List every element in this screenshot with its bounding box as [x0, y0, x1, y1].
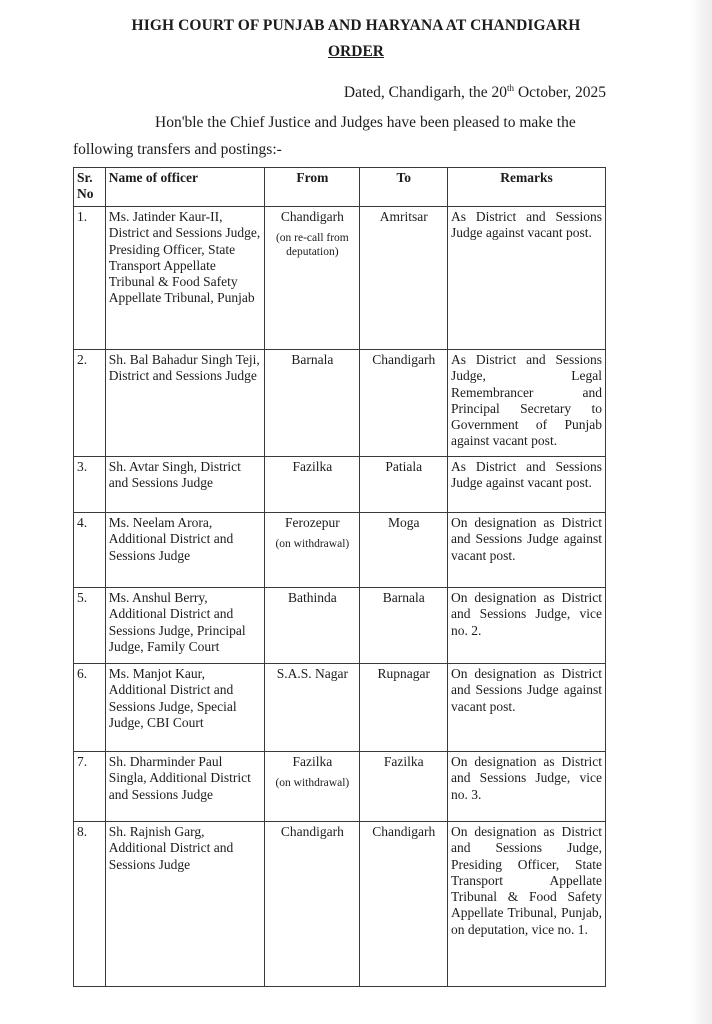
from-place: Barnala — [291, 352, 334, 367]
from-note: (on withdrawal) — [275, 777, 350, 790]
cell-sr: 1. — [74, 207, 106, 350]
col-header-sr: Sr. No — [74, 168, 106, 207]
cell-from — [265, 457, 360, 513]
from-place: Chandigarh — [280, 824, 344, 839]
from-place: Chandigarh — [280, 209, 344, 224]
from-place: S.A.S. Nagar — [276, 666, 348, 681]
col-header-to: To — [360, 168, 447, 207]
cell-sr: 3. — [74, 457, 106, 513]
cell-sr: 6. — [74, 664, 106, 752]
intro-line-1: Hon'ble the Chief Justice and Judges have been pleased to make the — [155, 114, 576, 131]
from-note: (on re-call from deputation) — [275, 232, 349, 259]
cell-remarks: On designation as District and Sessions Judge, vice no. 2. — [447, 588, 605, 664]
table-row — [74, 664, 606, 752]
cell-officer-name: Sh. Bal Bahadur Singh Teji, District and Sessions Judge — [105, 350, 264, 457]
page-edge-shadow — [690, 0, 712, 1024]
table-header-row — [74, 168, 606, 207]
cell-to: Rupnagar — [360, 664, 447, 752]
transfers-table — [73, 167, 606, 987]
from-place: Bathinda — [287, 590, 337, 605]
cell-sr: 5. — [74, 588, 106, 664]
order-heading: ORDER — [328, 43, 384, 60]
cell-from — [265, 350, 360, 457]
cell-to: Moga — [360, 513, 447, 588]
cell-to: Barnala — [360, 588, 447, 664]
cell-sr: 7. — [74, 752, 106, 822]
cell-from — [265, 752, 360, 822]
cell-officer-name: Ms. Jatinder Kaur-II, District and Sessions Judge, Presiding Officer, State Transport Appellate Tribunal & Food Safety Appellate Tribunal, Punjab — [105, 207, 264, 350]
intro-line-2: following transfers and postings:- — [73, 141, 282, 158]
order-date — [344, 83, 606, 102]
cell-officer-name: Sh. Avtar Singh, District and Sessions Judge — [105, 457, 264, 513]
date-suffix: October, 2025 — [514, 84, 606, 102]
cell-officer-name: Ms. Manjot Kaur, Additional District and Sessions Judge, Special Judge, CBI Court — [105, 664, 264, 752]
cell-remarks: On designation as District and Sessions Judge, Presiding Officer, State Transport Appellate Tribunal & Food Safety Appellate Tribunal, Punjab, on deputation, vice no. 1. — [447, 822, 605, 987]
from-place: Ferozepur — [284, 515, 340, 530]
cell-sr: 4. — [74, 513, 106, 588]
cell-from — [265, 822, 360, 987]
cell-to: Patiala — [360, 457, 447, 513]
from-place: Fazilka — [292, 459, 333, 474]
from-place: Fazilka — [292, 754, 333, 769]
cell-to: Fazilka — [360, 752, 447, 822]
cell-officer-name: Ms. Anshul Berry, Additional District and Sessions Judge, Principal Judge, Family Court — [105, 588, 264, 664]
cell-to: Chandigarh — [360, 822, 447, 987]
cell-sr: 2. — [74, 350, 106, 457]
cell-from — [265, 513, 360, 588]
cell-to: Chandigarh — [360, 350, 447, 457]
cell-remarks: On designation as District and Sessions Judge against vacant post. — [447, 513, 605, 588]
table-row — [74, 752, 606, 822]
table-row — [74, 207, 606, 350]
table-row — [74, 513, 606, 588]
cell-remarks: On designation as District and Sessions Judge, vice no. 3. — [447, 752, 605, 822]
date-ordinal: th — [507, 83, 515, 93]
cell-sr: 8. — [74, 822, 106, 987]
col-header-from: From — [265, 168, 360, 207]
cell-officer-name: Sh. Dharminder Paul Singla, Additional District and Sessions Judge — [105, 752, 264, 822]
table-row — [74, 588, 606, 664]
cell-from — [265, 588, 360, 664]
cell-remarks: As District and Sessions Judge against vacant post. — [447, 457, 605, 513]
table-row — [74, 350, 606, 457]
cell-remarks: As District and Sessions Judge against vacant post. — [447, 207, 605, 350]
table-row — [74, 822, 606, 987]
cell-from — [265, 664, 360, 752]
cell-remarks: On designation as District and Sessions Judge against vacant post. — [447, 664, 605, 752]
date-prefix: Dated, Chandigarh, the 20 — [343, 84, 508, 102]
cell-officer-name: Sh. Rajnish Garg, Additional District and Sessions Judge — [105, 822, 264, 987]
col-header-name: Name of officer — [105, 168, 264, 207]
col-header-remarks: Remarks — [447, 168, 605, 207]
from-note: (on withdrawal) — [275, 538, 350, 551]
document-title: HIGH COURT OF PUNJAB AND HARYANA AT CHANDIGARH — [131, 17, 581, 34]
cell-from — [265, 207, 360, 350]
cell-to: Amritsar — [360, 207, 447, 350]
cell-officer-name: Ms. Neelam Arora, Additional District and Sessions Judge — [105, 513, 264, 588]
cell-remarks: As District and Sessions Judge, Legal Remembrancer and Principal Secretary to Government of Punjab against vacant post. — [447, 350, 605, 457]
table-row — [74, 457, 606, 513]
